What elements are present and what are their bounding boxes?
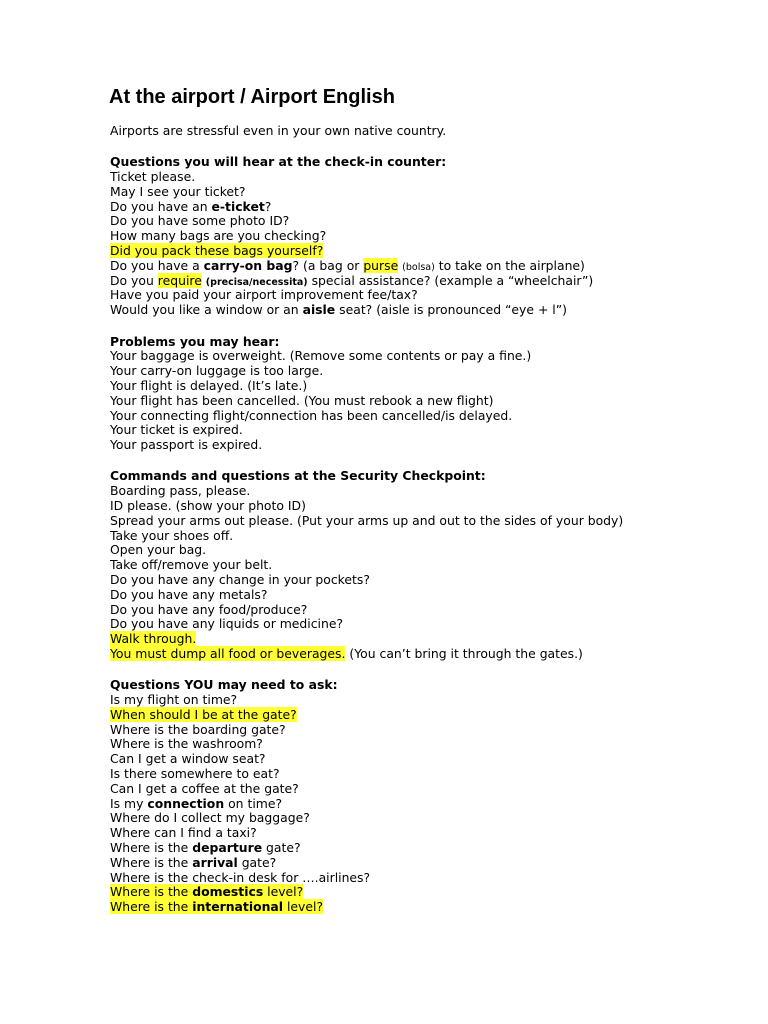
text-segment: ? (264, 198, 272, 214)
intro-paragraph: Airports are stressful even in your own native country. (110, 123, 447, 138)
text-segment: Spread your arms out please. (Put your arms up and out to the sides of your body) (110, 512, 624, 528)
text-segment: Do you have any metals? (110, 586, 268, 602)
section-heading: Questions YOU may need to ask: (110, 677, 338, 693)
highlighted-text: level? (283, 899, 324, 915)
text-segment: Your passport is expired. (110, 437, 263, 453)
text-segment: Boarding pass, please. (110, 483, 251, 499)
text-segment: Where is the check-in desk for ….airlines? (110, 869, 371, 885)
text-line (110, 797, 760, 812)
text-line (110, 603, 760, 618)
highlighted-text: Walk through. (110, 631, 197, 647)
bold-text: e-ticket (211, 198, 265, 214)
bold-text: departure (192, 840, 263, 856)
section-heading: Problems you may hear: (110, 333, 280, 349)
text-segment: Where do I collect my baggage? (110, 810, 310, 826)
text-line (110, 214, 760, 229)
highlighted-text: international (192, 899, 284, 915)
highlighted-text: When should I be at the gate? (110, 706, 297, 722)
text-line (110, 900, 760, 915)
text-line (110, 303, 760, 318)
text-line (110, 229, 760, 244)
highlighted-text: require (157, 272, 202, 288)
text-line (110, 514, 760, 529)
text-segment: Take your shoes off. (110, 527, 234, 543)
text-segment: Where can I find a taxi? (110, 825, 257, 841)
text-line (110, 632, 760, 647)
text-segment: gate? (237, 854, 277, 870)
highlighted-text: Where is the (110, 884, 193, 900)
text-line (110, 693, 760, 708)
section-spacer (110, 453, 760, 470)
text-segment: Where is the (110, 854, 193, 870)
section-spacer (110, 662, 760, 679)
text-segment: Your carry-on luggage is too large. (110, 363, 324, 379)
highlighted-text: Did you pack these bags yourself? (110, 243, 324, 259)
text-line (110, 364, 760, 379)
text-line (110, 856, 760, 871)
text-segment: Do you have any liquids or medicine? (110, 616, 344, 632)
text-segment: Do you have any food/produce? (110, 601, 308, 617)
text-line (110, 617, 760, 632)
text-line (110, 409, 760, 424)
bold-text: arrival (192, 854, 238, 870)
bold-text: carry-on bag (203, 257, 293, 273)
text-line (110, 871, 760, 886)
text-segment: Open your bag. (110, 542, 207, 558)
text-segment: Is my (110, 795, 148, 811)
text-line (110, 170, 760, 185)
highlighted-text: domestics (192, 884, 264, 900)
document-body (110, 124, 760, 915)
text-segment: May I see your ticket? (110, 183, 246, 199)
highlighted-text: You must dump all food or beverages. (110, 646, 346, 661)
text-segment: on time? (224, 795, 283, 811)
text-line (110, 573, 760, 588)
text-segment: special assistance? (example a “wheelchair”) (307, 272, 594, 288)
text-line (110, 737, 760, 752)
section-heading: Commands and questions at the Security Checkpoint: (110, 468, 486, 484)
text-line (110, 708, 760, 723)
highlighted-text: Where is the (110, 899, 193, 915)
text-line (110, 826, 760, 841)
text-segment: Have you paid your airport improvement fee/tax? (110, 287, 418, 303)
text-segment: seat? (aisle is pronounced “eye + l”) (335, 302, 567, 318)
text-segment: Can I get a coffee at the gate? (110, 780, 299, 796)
text-segment: Where is the (110, 840, 193, 856)
section-spacer (110, 318, 760, 335)
text-line (110, 349, 760, 364)
text-line (110, 200, 760, 215)
text-segment: Is my flight on time? (110, 692, 238, 708)
bold-text: aisle (302, 302, 336, 318)
text-line (110, 588, 760, 603)
text-line (110, 244, 760, 259)
text-line (110, 529, 760, 544)
text-line (110, 185, 760, 200)
text-segment: Do you have any change in your pockets? (110, 572, 370, 588)
text-segment: (You can’t bring it through the gates.) (345, 646, 583, 661)
text-line (110, 543, 760, 558)
text-line (110, 259, 760, 274)
text-line (110, 484, 760, 499)
text-line (110, 379, 760, 394)
page-title: At the airport / Airport English (109, 86, 395, 108)
highlighted-text: level? (263, 884, 304, 900)
bold-text: connection (147, 795, 225, 811)
text-segment: to take on the airplane) (434, 257, 585, 273)
text-line (110, 767, 760, 782)
text-segment: (bolsa) (402, 261, 435, 273)
text-segment: Your baggage is overweight. (Remove some contents or pay a fine.) (110, 348, 532, 364)
text-line (110, 723, 760, 738)
text-segment: Do you have some photo ID? (110, 213, 290, 229)
text-segment: Your flight has been cancelled. (You must rebook a new flight) (110, 392, 494, 408)
text-line (110, 647, 760, 662)
bold-text: (precisa/necessita) (205, 276, 308, 288)
text-line (110, 423, 760, 438)
text-line (110, 394, 760, 409)
text-line (110, 288, 760, 303)
text-line (110, 885, 760, 900)
text-segment: Take off/remove your belt. (110, 557, 273, 573)
text-segment: How many bags are you checking? (110, 228, 327, 244)
section-heading: Questions you will hear at the check-in counter: (110, 154, 447, 170)
text-segment: Do you have an (110, 198, 212, 214)
text-segment: Your connecting flight/connection has been cancelled/is delayed. (110, 407, 513, 423)
text-line (110, 274, 760, 289)
text-line (110, 841, 760, 856)
text-line (110, 782, 760, 797)
text-line (110, 438, 760, 453)
text-segment: ID please. (show your photo ID) (110, 498, 306, 514)
text-segment: Where is the washroom? (110, 736, 263, 752)
highlighted-text: purse (363, 257, 399, 273)
text-segment: Do you (110, 272, 158, 288)
section-spacer (110, 139, 760, 156)
text-segment: Your ticket is expired. (110, 422, 243, 438)
text-line (110, 811, 760, 826)
text-line (110, 558, 760, 573)
text-segment: Where is the boarding gate? (110, 721, 286, 737)
text-segment: Can I get a window seat? (110, 751, 266, 767)
text-segment: Your flight is delayed. (It’s late.) (110, 377, 308, 393)
text-segment: Ticket please. (110, 169, 196, 185)
text-line (110, 752, 760, 767)
text-line (110, 499, 760, 514)
text-segment: gate? (262, 840, 301, 856)
text-segment: Do you have a (110, 257, 204, 273)
text-segment: Is there somewhere to eat? (110, 766, 280, 782)
text-segment: Would you like a window or an (110, 302, 303, 318)
text-segment: ? (a bag or (292, 257, 364, 273)
